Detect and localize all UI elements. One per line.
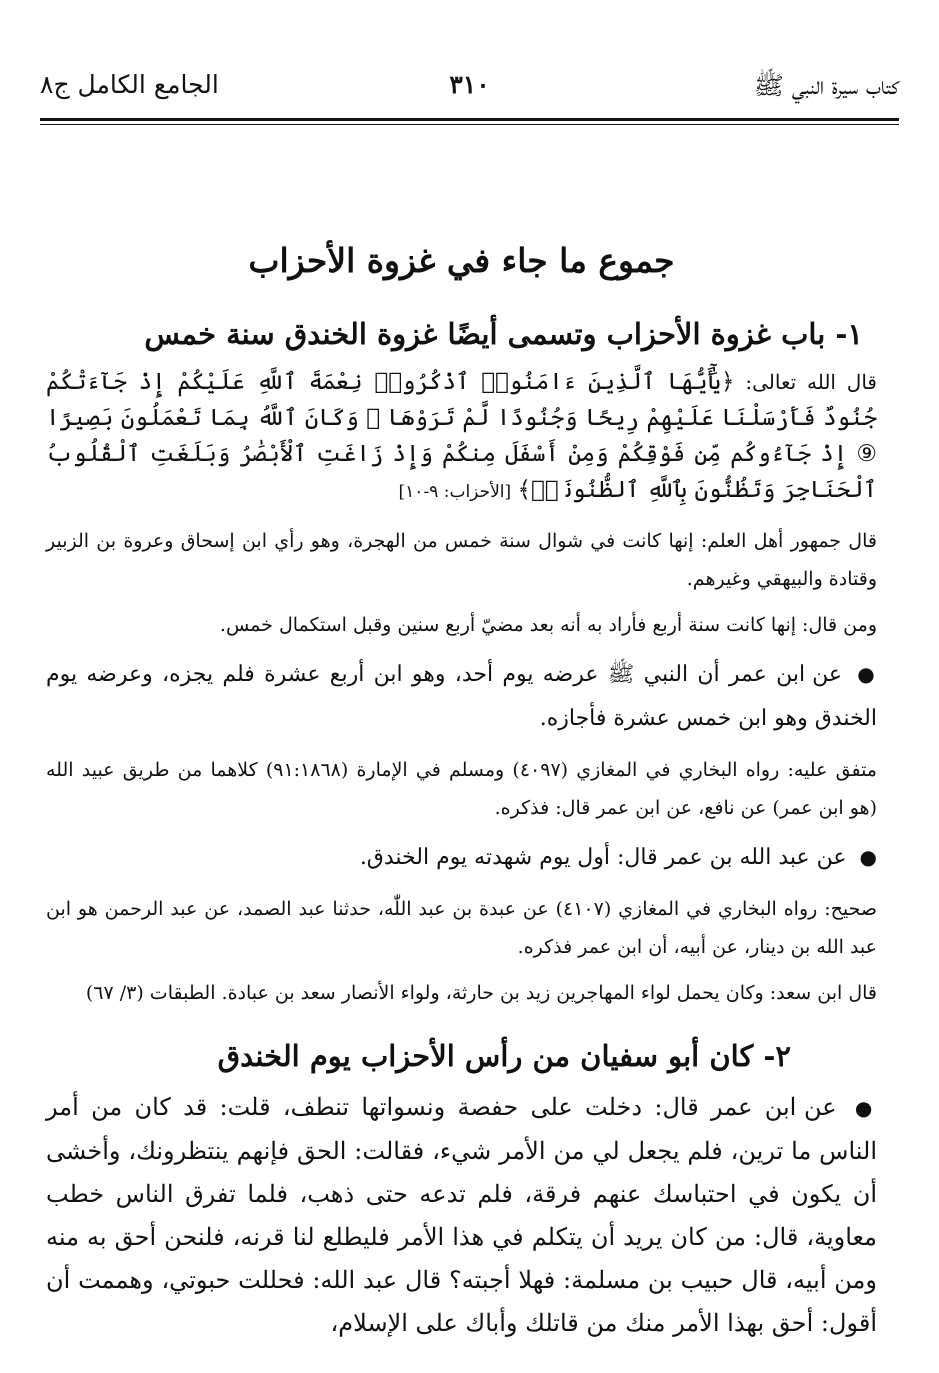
hadith-1-source: متفق عليه: رواه البخاري في المغازي (٤٠٩٧) ومسلم في الإمارة (٩١:١٨٦٨) كلاهما من طريق عبيد الله (هو ابن عمر) عن نافع، عن ابن عمر قال: فذكره. — [46, 759, 877, 819]
hadith-1 — [46, 652, 877, 741]
ibn-saad-note: قال ابن سعد: وكان يحمل لواء المهاجرين زيد بن حارثة، ولواء الأنصار سعد بن عبادة. الطبقات (٣/ ٦٧) — [85, 982, 877, 1004]
scholars-opinion: قال جمهور أهل العلم: إنها كانت في شوال سنة خمس من الهجرة، وهو رأي ابن إسحاق وعروة بن الزبير وقتادة والبيهقي وغيرهم. — [46, 530, 877, 590]
narration — [46, 1086, 877, 1345]
bullet-icon: ● — [859, 845, 877, 869]
chapter-1-title: ١- باب غزوة الأحزاب وتسمى أيضًا غزوة الخندق سنة خمس — [144, 317, 863, 351]
series-title: الجامع الكامل ج٨ — [40, 70, 219, 99]
hadith-2-source: صحيح: رواه البخاري في المغازي (٤١٠٧) عن عبدة بن عبد اللّٰه، حدثنا عبد الصمد، عن عبد الرحمن هو ابن عبد الله بن دينار، عن أبيه، أن ابن عمر فذكره. — [46, 898, 877, 958]
page-body — [46, 236, 877, 1345]
page-number: ٣١٠ — [449, 70, 490, 99]
header-rule-thick — [40, 118, 899, 121]
header-rule-thin — [40, 124, 899, 125]
alt-opinion: ومن قال: إنها كانت سنة أربع فأراد به أنه بعد مضيّ أربع سنين وقبل استكمال خمس. — [219, 614, 877, 636]
book-title: كتاب سيرة النبي ﷺ — [753, 71, 899, 100]
page-header — [40, 62, 899, 118]
bullet-icon: ● — [857, 662, 877, 686]
bullet-icon: ● — [854, 1096, 877, 1120]
narration-text: عن ابن عمر قال: دخلت على حفصة ونسواتها تنطف، قلت: قد كان من أمر الناس ما ترين، فلم يجعل لي من الأمر شيء، فقالت: الحق فإنهم ينتظرونك، وأخشى أن يكون في احتباسك عنهم فرقة، فلم تدعه حتى ذهب، فلما تفرق الناس خطب معاوية، قال: من كان يريد أن يتكلم في هذا الأمر فليطلع لنا قرنه، فلنحن أحق به منه ومن أبيه، قال حبيب بن مسلمة: فهلا أجبته؟ قال عبد الله: فحللت حبوتي، وهممت أن أقول: أحق بهذا الأمر منك من قاتلك وأباك على الإسلام، — [46, 1093, 877, 1337]
hadith-2 — [46, 835, 877, 880]
quran-verse: ﴿يَٰٓأَيُّهَا ٱلَّذِينَ ءَامَنُوا۟ ٱذْكُرُوا۟ نِعْمَةَ ٱللَّهِ عَلَيْكُمْ إِذْ جَآءَتْكُمْ جُنُودٌ فَأَرْسَلْنَا عَلَيْهِمْ رِيحًا وَجُنُودًا لَّمْ تَرَوْهَا ۚ وَكَانَ ٱللَّهُ بِمَا تَعْمَلُونَ بَصِيرًا ⑨ إِذْ جَآءُوكُم مِّن فَوْقِكُمْ وَمِنْ أَسْفَلَ مِنكُمْ وَإِذْ زَاغَتِ ٱلْأَبْصَٰرُ وَبَلَغَتِ ٱلْقُلُوبُ ٱلْحَنَاجِرَ وَتَظُنُّونَ بِٱللَّهِ ٱلظُّنُونَا۠﴾ — [46, 369, 877, 503]
hadith-1-text: عن ابن عمر أن النبي ﷺ عرضه يوم أحد، وهو ابن أربع عشرة فلم يجزه، وعرضه يوم الخندق وهو ابن خمس عشرة فأجازه. — [46, 662, 877, 731]
quran-passage — [46, 364, 877, 510]
quran-intro: قال الله تعالى: — [745, 370, 877, 394]
hadith-2-text: عن عبد الله بن عمر قال: أول يوم شهدته يوم الخندق. — [359, 845, 847, 870]
main-title: جموع ما جاء في غزوة الأحزاب — [248, 241, 675, 280]
chapter-2-title: ٢- كان أبو سفيان من رأس الأحزاب يوم الخندق — [217, 1039, 791, 1073]
quran-reference: [الأحزاب: ٩-١٠] — [398, 482, 512, 502]
